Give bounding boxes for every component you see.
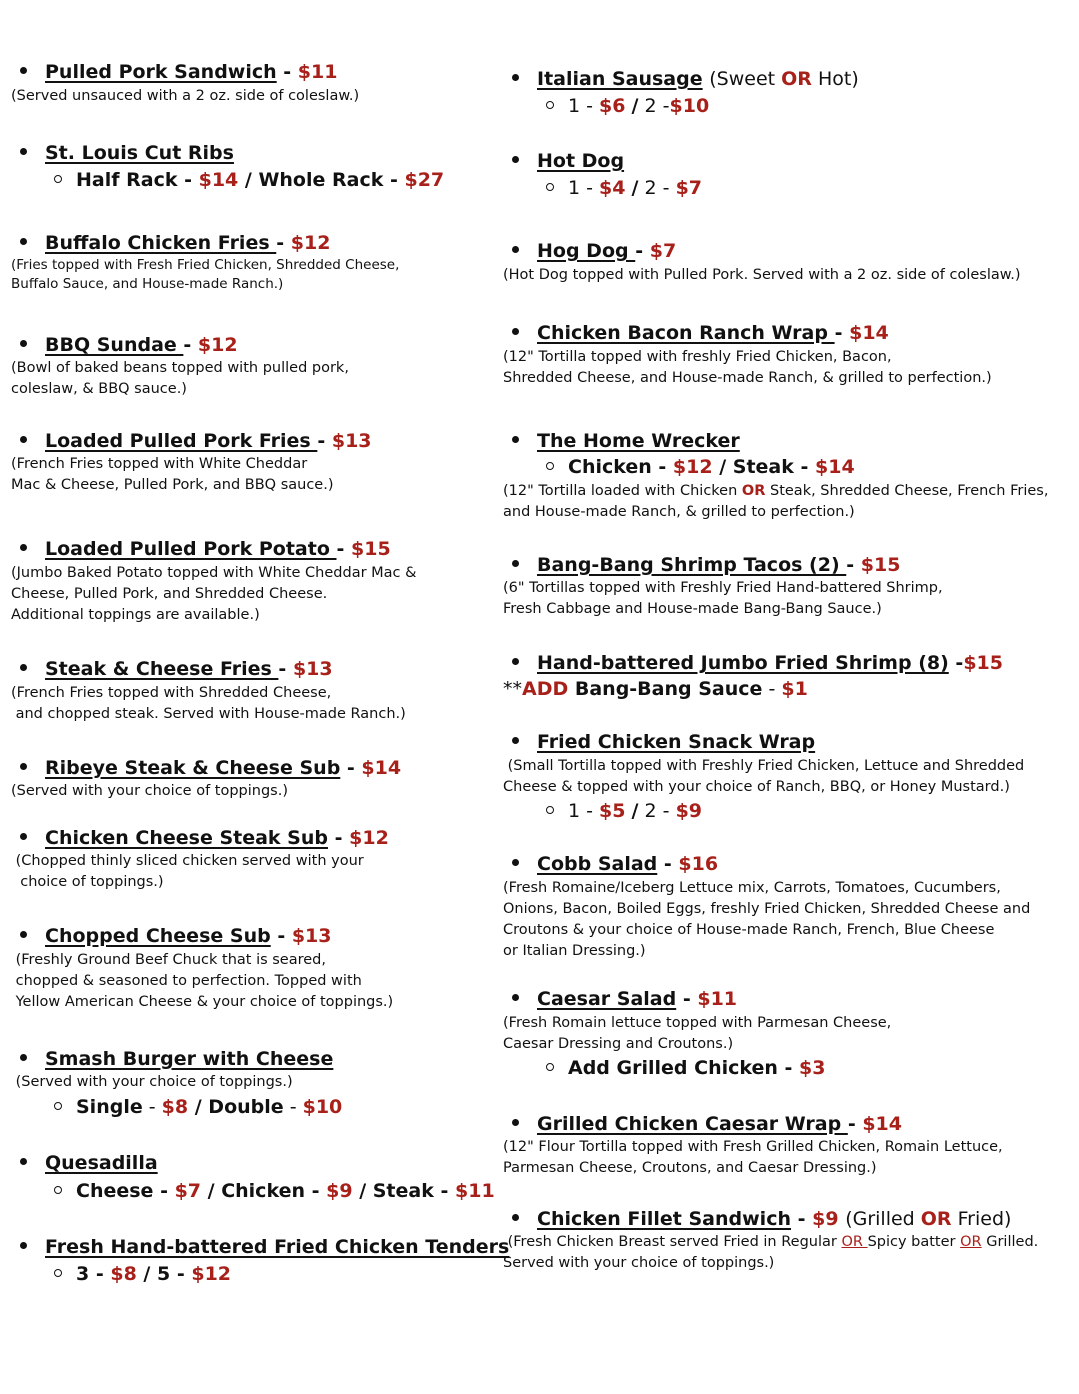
item-name: Smash Burger with Cheese <box>45 1048 334 1070</box>
bullet-icon <box>512 1119 519 1126</box>
item-price: $15 <box>963 652 1003 674</box>
item-price: $11 <box>297 61 338 83</box>
bullet-icon <box>512 436 519 443</box>
menu-item-jumbo-fried-shrimp: Hand-battered Jumbo Fried Shrimp (8) -$15 <box>512 651 1003 675</box>
item-name: Hot Dog <box>537 150 625 172</box>
menu-item-pulled-pork-sandwich: Pulled Pork Sandwich - $11 <box>20 60 337 84</box>
item-name: Chopped Cheese Sub <box>45 925 271 947</box>
bullet-icon <box>20 340 27 347</box>
item-options: Chicken - $12 / Steak - $14 <box>546 454 855 480</box>
menu-item-fried-chicken-snack-wrap <box>512 730 815 754</box>
item-price: $13 <box>331 430 372 452</box>
item-description: (Small Tortilla topped with Freshly Fried Chicken, Lettuce and Shredded Cheese & topped with your choice of Ranch, BBQ, or Honey Mustard.) <box>503 758 1025 795</box>
menu-item-steak-cheese-fries: Steak & Cheese Fries - $13 <box>20 657 333 681</box>
item-description: (Served with your choice of toppings.) <box>11 1074 293 1090</box>
menu-item-chicken-bacon-ranch-wrap: Chicken Bacon Ranch Wrap - $14 <box>512 321 889 345</box>
item-name: Chicken Bacon Ranch Wrap <box>537 322 835 344</box>
bullet-icon <box>20 1242 27 1249</box>
menu-item-st-louis-ribs <box>20 141 234 165</box>
item-price: $13 <box>291 925 332 947</box>
bullet-icon <box>512 328 519 335</box>
menu-item-caesar-salad: Caesar Salad - $11 <box>512 987 737 1011</box>
menu-item-ribeye-steak-cheese-sub: Ribeye Steak & Cheese Sub - $14 <box>20 756 401 780</box>
item-price: $14 <box>862 1113 902 1135</box>
bullet-icon <box>512 859 519 866</box>
item-price: $16 <box>678 853 719 875</box>
item-name: Buffalo Chicken Fries <box>45 232 277 254</box>
item-price: $7 <box>649 240 677 262</box>
menu-item-hot-dog <box>512 149 624 173</box>
item-price: $14 <box>361 757 402 779</box>
item-price: $15 <box>351 538 391 560</box>
item-description: (Fries topped with Fresh Fried Chicken, Shredded Cheese, Buffalo Sauce, and House-made Ranch.) <box>11 257 400 292</box>
item-options: Single - $8 / Double - $10 <box>54 1094 342 1120</box>
item-description: (12" Tortilla loaded with Chicken OR Steak, Shredded Cheese, French Fries, and House-made Ranch, & grilled to perfection.) <box>503 483 1049 520</box>
item-description: (Served with your choice of toppings.) <box>11 783 289 799</box>
item-options: Half Rack - $14 / Whole Rack - $27 <box>54 167 444 193</box>
item-name: Ribeye Steak & Cheese Sub <box>45 757 341 779</box>
sub-bullet-icon <box>546 806 554 814</box>
menu-item-bang-bang-shrimp-tacos: Bang-Bang Shrimp Tacos (2) - $15 <box>512 553 900 577</box>
item-description: (Hot Dog topped with Pulled Pork. Served with a 2 oz. side of coleslaw.) <box>503 267 1021 283</box>
item-price: $12 <box>349 827 389 849</box>
bullet-icon <box>512 658 519 665</box>
menu-item-bbq-sundae: BBQ Sundae - $12 <box>20 333 238 357</box>
bullet-icon <box>20 544 27 551</box>
bullet-icon <box>512 560 519 567</box>
menu-item-chicken-fillet-sandwich: Chicken Fillet Sandwich - $9 (Grilled OR Fried) <box>512 1207 1011 1231</box>
sub-bullet-icon <box>54 175 62 183</box>
menu-item-smash-burger <box>20 1047 333 1071</box>
bullet-icon <box>512 737 519 744</box>
menu-item-chicken-tenders <box>20 1235 509 1259</box>
item-name: Caesar Salad <box>537 988 677 1010</box>
item-name: Chicken Cheese Steak Sub <box>45 827 328 849</box>
bullet-icon <box>512 74 519 81</box>
bullet-icon <box>20 833 27 840</box>
item-description: (Freshly Ground Beef Chuck that is seared, chopped & seasoned to perfection. Topped with Yellow American Cheese & your choice of toppings.) <box>15 952 394 1010</box>
item-name: Loaded Pulled Pork Fries <box>45 430 318 452</box>
item-description: (12" Tortilla topped with freshly Fried Chicken, Bacon, Shredded Cheese, and House-made Ranch, & grilled to perfection.) <box>503 349 992 386</box>
bullet-icon <box>20 67 27 74</box>
item-description: (Fresh Romaine/Iceberg Lettuce mix, Carrots, Tomatoes, Cucumbers, Onions, Bacon, Boiled Eggs, freshly Fried Chicken, Shredded Cheese and Croutons & your choice of House-made Ranch, French, Blue Cheese or Italian Dressing.) <box>503 880 1031 959</box>
item-price: $14 <box>849 322 889 344</box>
item-name: The Home Wrecker <box>537 430 740 452</box>
item-name: BBQ Sundae <box>45 334 184 356</box>
menu-item-buffalo-chicken-fries: Buffalo Chicken Fries - $12 <box>20 231 330 255</box>
menu-item-cobb-salad: Cobb Salad - $16 <box>512 852 718 876</box>
item-addon: **ADD Bang-Bang Sauce - $1 <box>503 678 808 700</box>
item-options: Cheese - $7 / Chicken - $9 / Steak - $11 <box>54 1178 495 1204</box>
item-name: Bang-Bang Shrimp Tacos (2) <box>537 554 847 576</box>
item-name: Hog Dog <box>537 240 636 262</box>
sub-bullet-icon <box>54 1269 62 1277</box>
item-name: Grilled Chicken Caesar Wrap <box>537 1113 848 1135</box>
menu-item-quesadilla <box>20 1151 158 1175</box>
bullet-icon <box>512 246 519 253</box>
sub-bullet-icon <box>546 1063 554 1071</box>
bullet-icon <box>512 994 519 1001</box>
item-description: (12" Flour Tortilla topped with Fresh Grilled Chicken, Romain Lettuce, Parmesan Cheese, Croutons, and Caesar Dressing.) <box>503 1139 1003 1176</box>
sub-bullet-icon <box>546 183 554 191</box>
item-description: (Fresh Chicken Breast served Fried in Regular OR Spicy batter OR Grilled. Served with your choice of toppings.) <box>503 1234 1039 1271</box>
bullet-icon <box>512 1214 519 1221</box>
bullet-icon <box>20 931 27 938</box>
menu-item-italian-sausage: Italian Sausage (Sweet OR Hot) <box>512 67 859 91</box>
item-description: (Jumbo Baked Potato topped with White Cheddar Mac & Cheese, Pulled Pork, and Shredded Cheese. Additional toppings are available.) <box>11 565 417 623</box>
item-name: Loaded Pulled Pork Potato <box>45 538 337 560</box>
item-name: St. Louis Cut Ribs <box>45 142 234 164</box>
bullet-icon <box>20 238 27 245</box>
item-description: (French Fries topped with White Cheddar Mac & Cheese, Pulled Pork, and BBQ sauce.) <box>11 456 334 493</box>
bullet-icon <box>512 156 519 163</box>
item-description: (French Fries topped with Shredded Cheese, and chopped steak. Served with House-made Ranch.) <box>11 685 406 722</box>
menu-item-grilled-chicken-caesar-wrap: Grilled Chicken Caesar Wrap - $14 <box>512 1112 902 1136</box>
item-name: Hand-battered Jumbo Fried Shrimp (8) <box>537 652 949 674</box>
menu-item-loaded-pulled-pork-potato: Loaded Pulled Pork Potato - $15 <box>20 537 391 561</box>
bullet-icon <box>20 148 27 155</box>
item-options: 3 - $8 / 5 - $12 <box>54 1261 231 1287</box>
item-price: $15 <box>860 554 901 576</box>
item-price: $11 <box>697 988 738 1010</box>
item-options: 1 - $4 / 2 - $7 <box>546 175 702 201</box>
menu-item-loaded-pulled-pork-fries: Loaded Pulled Pork Fries - $13 <box>20 429 372 453</box>
item-name: Fried Chicken Snack Wrap <box>537 731 816 753</box>
item-name: Pulled Pork Sandwich <box>45 61 277 83</box>
sub-bullet-icon <box>546 101 554 109</box>
item-options: Add Grilled Chicken - $3 <box>546 1055 826 1081</box>
item-name: Chicken Fillet Sandwich <box>537 1208 791 1230</box>
item-name: Quesadilla <box>45 1152 158 1174</box>
item-options: 1 - $6 / 2 -$10 <box>546 93 709 119</box>
sub-bullet-icon <box>54 1102 62 1110</box>
menu-item-chopped-cheese-sub: Chopped Cheese Sub - $13 <box>20 924 332 948</box>
item-description: (Served unsauced with a 2 oz. side of coleslaw.) <box>11 88 360 104</box>
bullet-icon <box>20 436 27 443</box>
bullet-icon <box>20 1158 27 1165</box>
item-name: Italian Sausage <box>537 68 703 90</box>
item-name: Steak & Cheese Fries <box>45 658 279 680</box>
menu-item-chicken-cheese-steak-sub: Chicken Cheese Steak Sub - $12 <box>20 826 389 850</box>
item-name: Cobb Salad <box>537 853 658 875</box>
bullet-icon <box>20 664 27 671</box>
item-description: (Fresh Romain lettuce topped with Parmesan Cheese, Caesar Dressing and Croutons.) <box>503 1015 892 1052</box>
bullet-icon <box>20 1054 27 1061</box>
item-description: (6" Tortillas topped with Freshly Fried Hand-battered Shrimp, Fresh Cabbage and House-made Bang-Bang Sauce.) <box>503 580 943 617</box>
item-price: $9 <box>812 1208 839 1230</box>
item-description: (Bowl of baked beans topped with pulled pork, coleslaw, & BBQ sauce.) <box>11 360 349 397</box>
sub-bullet-icon <box>54 1186 62 1194</box>
item-description: (Chopped thinly sliced chicken served with your choice of toppings.) <box>15 853 364 890</box>
item-options: 1 - $5 / 2 - $9 <box>546 798 702 824</box>
bullet-icon <box>20 763 27 770</box>
item-price: $12 <box>197 334 238 356</box>
sub-bullet-icon <box>546 462 554 470</box>
menu-item-hog-dog: Hog Dog - $7 <box>512 239 676 263</box>
menu-item-home-wrecker <box>512 429 740 453</box>
item-name: Fresh Hand-battered Fried Chicken Tenders <box>45 1236 510 1258</box>
item-price: $12 <box>290 232 331 254</box>
item-price: $13 <box>292 658 333 680</box>
